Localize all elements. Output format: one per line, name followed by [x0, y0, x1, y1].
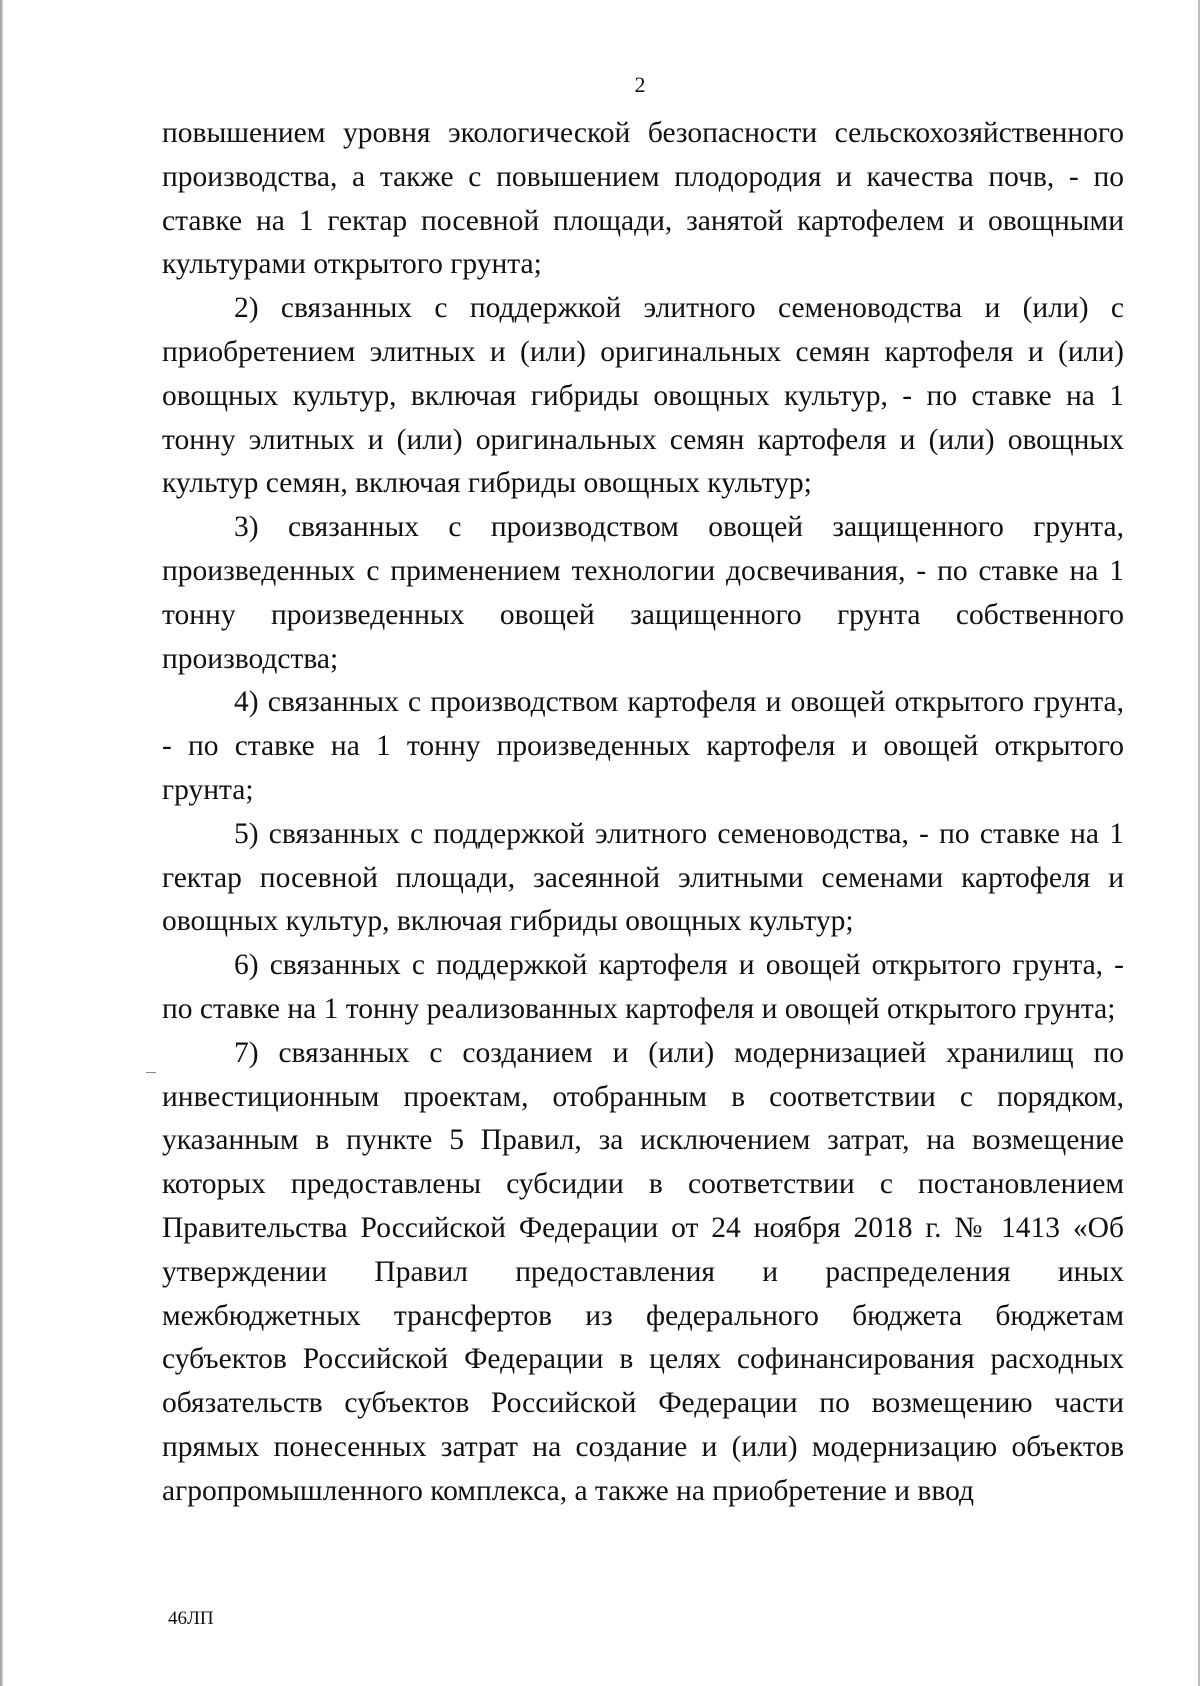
paragraph-item-3: 3) связанных с производством овощей защищенного грунта, произведенных с применением технологии досвечивания, - по ставке на 1 тонну произведенных овощей защищенного грунта собственного производства; [162, 511, 1124, 675]
paragraph-item-6: 6) связанных с поддержкой картофеля и овощей открытого грунта, - по ставке на 1 тонну реализованных картофеля и овощей открытого грунта; [162, 949, 1124, 1025]
scan-artifact-mark [146, 1072, 156, 1073]
page-number: 2 [634, 72, 646, 97]
document-body [162, 112, 1124, 1514]
footer-document-code: 46ЛП [168, 1608, 214, 1629]
scan-left-edge [0, 0, 3, 1686]
paragraph-item-4: 4) связанных с производством картофеля и овощей открытого грунта, - по ставке на 1 тонну произведенных картофеля и овощей открытого грунта; [162, 686, 1124, 806]
paragraph-item-7: 7) связанных с созданием и (или) модернизацией хранилищ по инвестиционным проектам, отобранным в соответствии с порядком, указанным в пункте 5 Правил, за исключением затрат, на возмещение которых предоставлены субсидии в соответствии с постановлением Правительства Российской Федерации от 24 ноября 2018 г. № 1413 «Об утверждении Правил предоставления и распределения иных межбюджетных трансфертов из федерального бюджета бюджетам субъектов Российской Федерации в целях софинансирования расходных обязательств субъектов Российской Федерации по возмещению части прямых понесенных затрат на создание и (или) модернизацию объектов агропромышленного комплекса, а также на приобретение и ввод [162, 1036, 1124, 1507]
paragraph-continuation: повышением уровня экологической безопасности сельскохозяйственного производства, а также с повышением плодородия и качества почв, - по ставке на 1 гектар посевной площади, занятой картофелем и овощными культурами открытого грунта; [162, 117, 1124, 281]
paragraph-item-2: 2) связанных с поддержкой элитного семеноводства и (или) с приобретением элитных и (или) оригинальных семян картофеля и (или) овощных культур, включая гибриды овощных культур, - по ставке на 1 тонну элитных и (или) оригинальных семян картофеля и (или) овощных культур семян, включая гибриды овощных культур; [162, 292, 1124, 500]
paragraph-item-5: 5) связанных с поддержкой элитного семеноводства, - по ставке на 1 гектар посевной площади, засеянной элитными семенами картофеля и овощных культур, включая гибриды овощных культур; [162, 817, 1124, 938]
